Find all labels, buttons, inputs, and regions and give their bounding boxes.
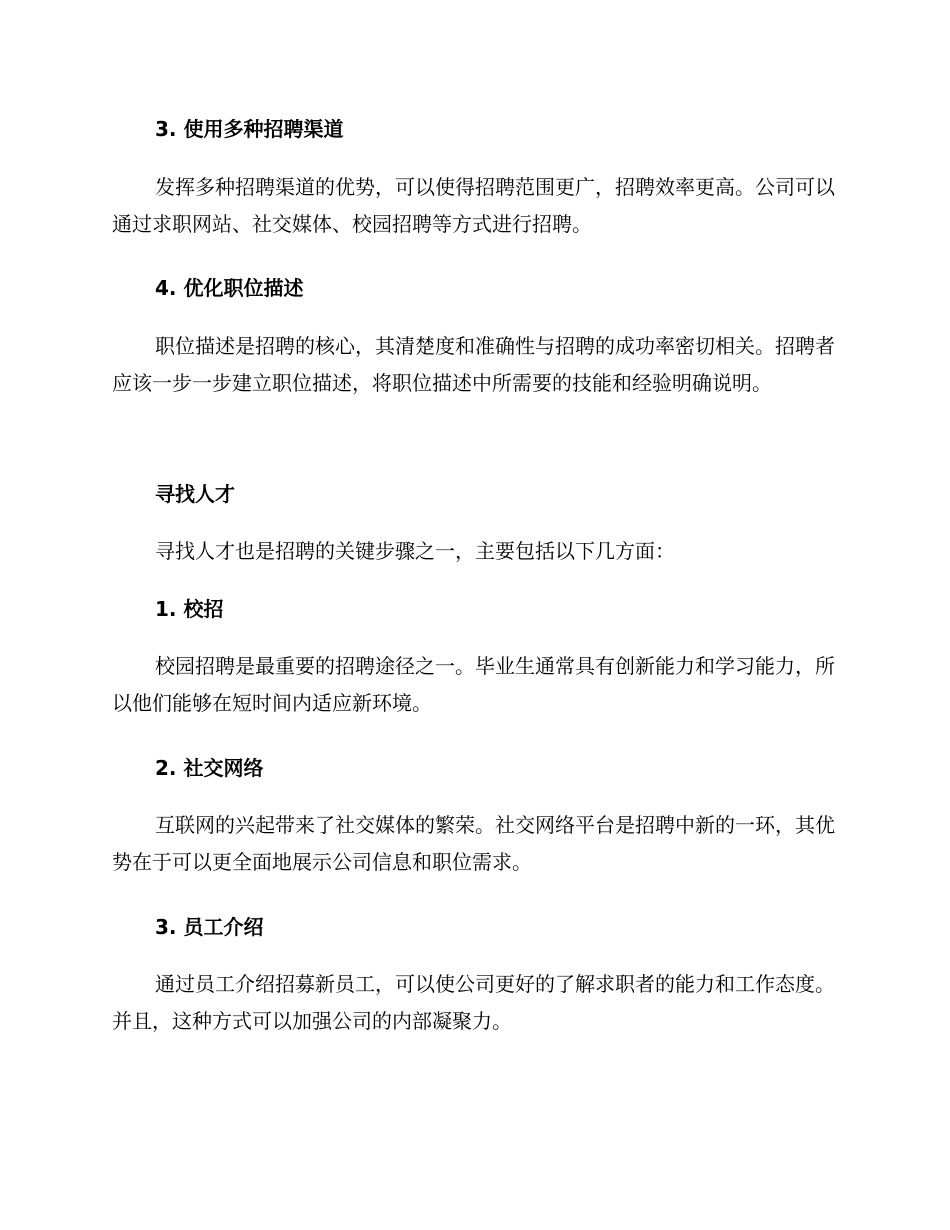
section-heading-optimize-job-description: 4. 优化职位描述 [155, 276, 304, 300]
paragraph-employee-referral: 通过员工介绍招募新员工，可以使公司更好的了解求职者的能力和工作态度。并且，这种方式可以加强公司的内部凝聚力。 [112, 972, 835, 1033]
paragraph-campus-recruiting: 校园招聘是最重要的招聘途径之一。毕业生通常具有创新能力和学习能力，所以他们能够在短时间内适应新环境。 [112, 654, 835, 715]
paragraph-optimize-job-description: 职位描述是招聘的核心，其清楚度和准确性与招聘的成功率密切相关。招聘者应该一步一步建立职位描述，将职位描述中所需要的技能和经验明确说明。 [112, 334, 835, 395]
paragraph-social-network: 互联网的兴起带来了社交媒体的繁荣。社交网络平台是招聘中新的一环，其优势在于可以更全面地展示公司信息和职位需求。 [112, 813, 835, 874]
section-heading-campus-recruiting: 1. 校招 [155, 597, 224, 621]
paragraph-multiple-channels: 发挥多种招聘渠道的优势，可以使得招聘范围更广，招聘效率更高。公司可以通过求职网站、社交媒体、校园招聘等方式进行招聘。 [112, 175, 835, 236]
section-heading-find-talent: 寻找人才 [155, 482, 235, 506]
section-heading-multiple-channels: 3. 使用多种招聘渠道 [155, 117, 344, 141]
paragraph-find-talent: 寻找人才也是招聘的关键步骤之一，主要包括以下几方面： [155, 539, 675, 563]
section-heading-employee-referral: 3. 员工介绍 [155, 915, 264, 939]
section-heading-social-network: 2. 社交网络 [155, 756, 264, 780]
